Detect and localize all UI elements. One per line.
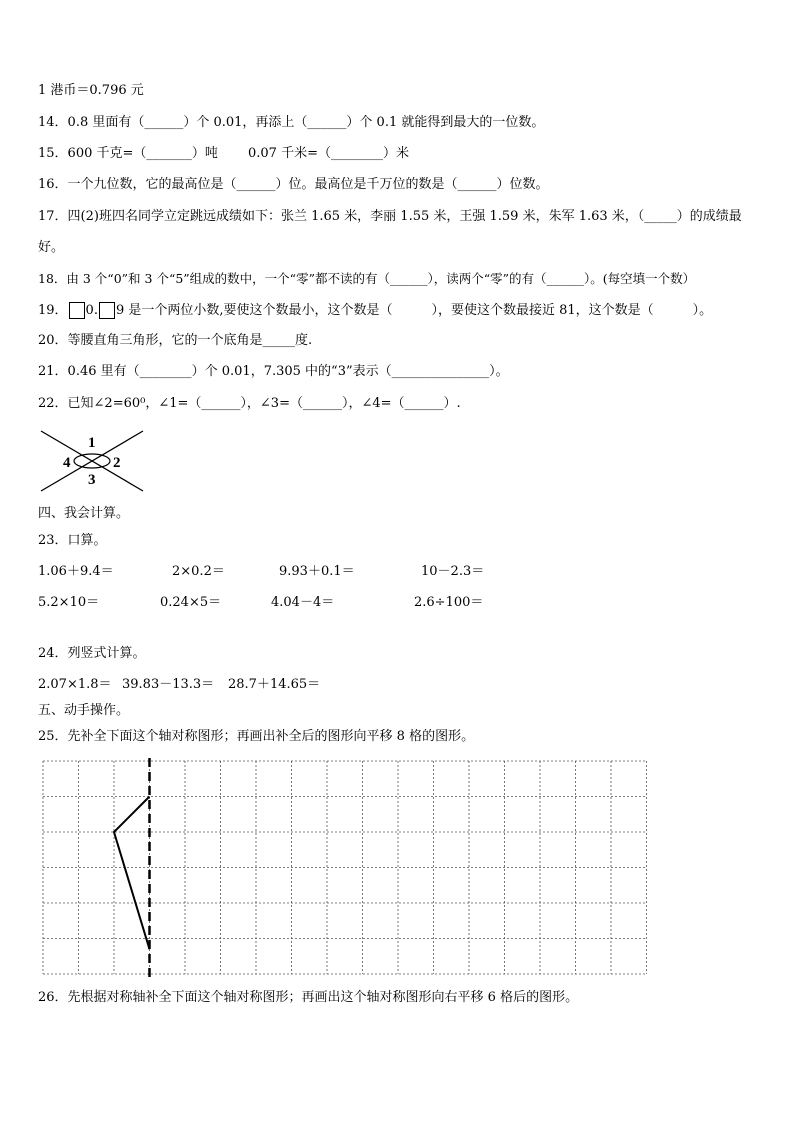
section-5-heading: 五、动手操作。 [38,703,130,718]
q19-rest: 9 是一个两位小数,要使这个数最小，这个数是（ ），要使这个数最接近 81，这个数是（ ）。 [115,303,713,318]
angle-label-1: 1 [88,435,96,451]
question-14: 14．0.8 里面有（______）个 0.01，再添上（______）个 0.1 就能得到最大的一位数。 [38,115,545,130]
digit-box-2 [99,302,115,319]
angle-label-3: 3 [88,472,96,488]
section-4-heading: 四、我会计算。 [38,506,130,521]
half-figure [114,797,150,950]
question-17b: 好。 [38,240,65,255]
question-25: 25．先补全下面这个轴对称图形；再画出补全后的图形向平移 8 格的图形。 [38,729,475,744]
question-21: 21．0.46 里有（________）个 0.01，7.305 中的“3”表示（_______________）。 [38,364,509,379]
question-24: 24．列竖式计算。 [38,646,146,661]
exchange-rate-line: 1 港币＝0.796 元 [38,83,144,98]
question-19 [38,302,712,319]
oral-2-4: 2.6÷100＝ [414,595,484,610]
oral-1-4: 10－2.3＝ [421,564,485,579]
oral-2-3: 4.04－4＝ [271,595,335,610]
angle-label-2: 2 [113,455,121,471]
question-18: 18．由 3 个“0”和 3 个“5”组成的数中，一个“零”都不读的有（______），读两个“零”的有（______）。(每空填一个数） [38,271,696,286]
question-20: 20．等腰直角三角形，它的一个底角是_____度. [38,333,313,348]
oral-2-1: 5.2×10＝ [38,595,100,610]
vertical-1: 2.07×1.8＝ [38,677,112,692]
oral-1-1: 1.06＋9.4＝ [38,564,114,579]
question-16: 16．一个九位数，它的最高位是（______）位。最高位是千万位的数是（______）位数。 [38,177,549,192]
question-26: 26．先根据对称轴补全下面这个轴对称图形；再画出这个轴对称图形向右平移 6 格后的图形。 [38,990,579,1005]
question-15b: 0.07 千米=（________）米 [248,146,409,161]
question-15a: 15．600 千克=（_______）吨 [38,146,218,161]
digit-box-1 [69,302,85,319]
oral-1-3: 9.93＋0.1＝ [279,564,355,579]
oral-2-2: 0.24×5＝ [160,595,222,610]
question-23: 23．口算。 [38,533,107,548]
q19-mid: 0. [85,303,98,318]
question-22: 22．已知∠2=60⁰，∠1=（______），∠3=（______），∠4=（______）. [38,396,461,411]
oral-1-2: 2×0.2＝ [172,564,225,579]
angle-label-4: 4 [63,455,71,471]
vertical-3: 28.7＋14.65＝ [228,677,321,692]
angle-diagram [38,428,148,498]
q19-prefix: 19． [38,303,68,318]
question-17a: 17．四(2)班四名同学立定跳远成绩如下：张兰 1.65 米，李丽 1.55 米，王强 1.59 米，朱军 1.63 米，（_____）的成绩最 [38,209,742,224]
vertical-2: 39.83－13.3＝ [122,677,215,692]
drawing-grid [40,758,650,978]
